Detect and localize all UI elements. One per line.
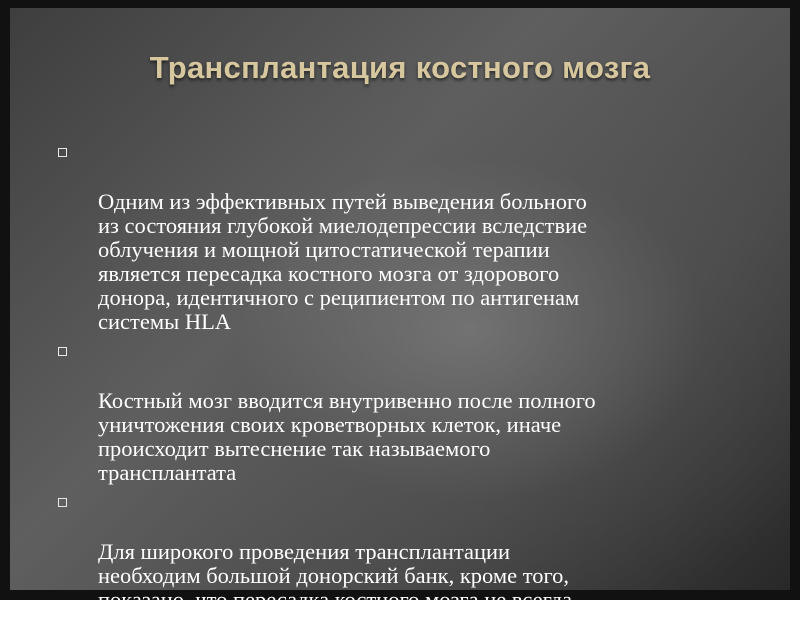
frame-top-border	[0, 0, 800, 8]
hollow-square-bullet-icon	[58, 148, 67, 157]
hollow-square-bullet-icon	[58, 347, 67, 356]
bullet-list	[52, 142, 752, 643]
bullet-text-2: Костный мозг вводится внутривенно после полного уничтожения своих кроветворных клеток, иначе происходит вытеснение так называемого трансплантата	[98, 388, 596, 485]
bullet-text-3: Для широкого проведения трансплантации необходим большой донорский банк, кроме того, показано, что пересадка костного мозга не всегда эффективна	[98, 539, 573, 636]
frame-right-border	[790, 0, 800, 600]
bullet-item-1	[52, 142, 752, 334]
bullet-item-3	[52, 492, 752, 636]
frame-left-border	[0, 0, 10, 600]
slide-title: Трансплантация костного мозга	[149, 50, 651, 85]
hollow-square-bullet-icon	[58, 498, 67, 507]
bullet-item-2	[52, 341, 752, 485]
bullet-text-1: Одним из эффективных путей выведения больного из состояния глубокой миелодепрессии вследствие облучения и мощной цитостатической терапии является пересадка костного мозга от здорового донора, идентичного с реципиентом по антигенам системы HLA	[98, 189, 588, 334]
